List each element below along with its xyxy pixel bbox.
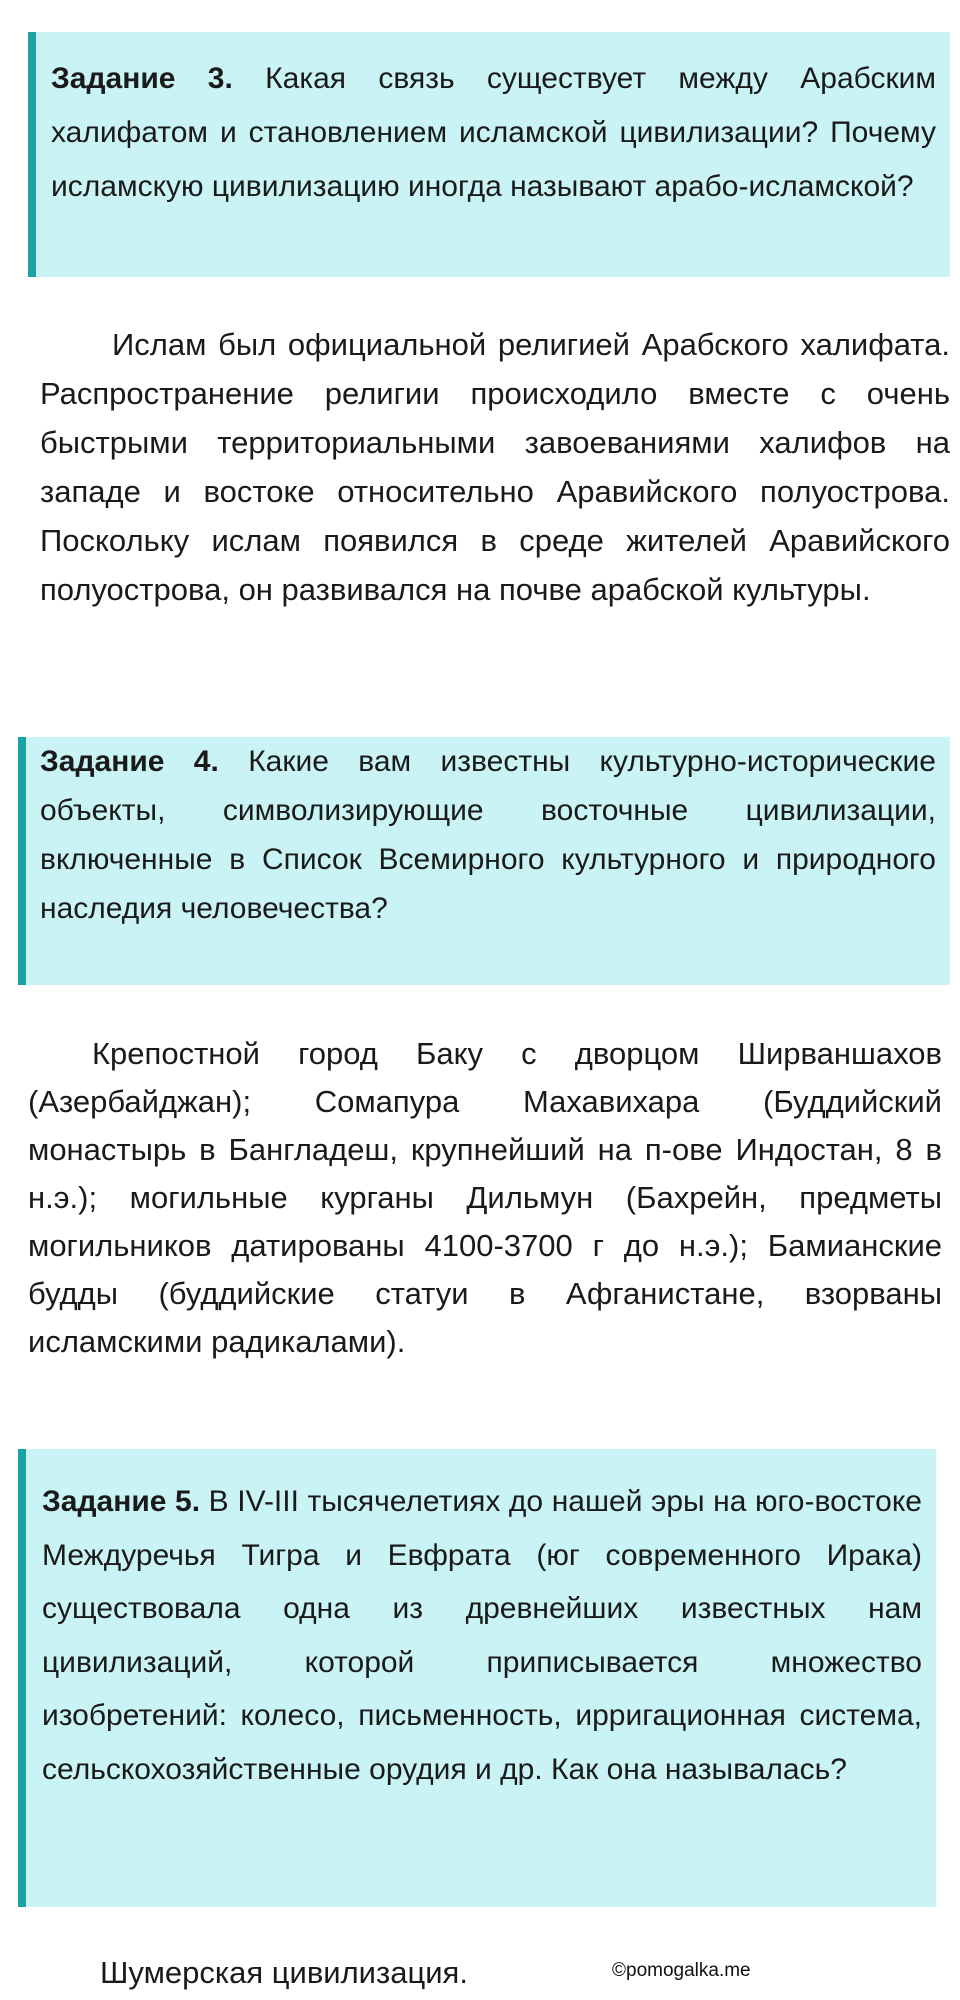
- task-4-box: [18, 737, 950, 985]
- task-3-answer: [40, 320, 950, 614]
- task-4-label: Задание 4.: [40, 745, 219, 778]
- task-4-answer: [28, 1030, 942, 1366]
- task-5-answer: Шумерская цивилизация.: [100, 1955, 468, 1990]
- task-4-answer-text: Крепостной город Баку с дворцом Ширваншахов (Азербайджан); Сомапура Махавихара (Буддийский монастырь в Бангладеш, крупнейший на п-ове Индостан, 8 в н.э.); могильные курганы Дильмун (Бахрейн, предметы могильников датированы 4100-3700 г до н.э.); Бамианские будды (буддийские статуи в Афганистане, взорваны исламскими радикалами).: [28, 1036, 942, 1359]
- task-3-question: Какая связь существует между Арабским халифатом и становлением исламской цивилизации? Почему исламскую цивилизацию иногда называют арабо-исламской?: [51, 62, 936, 203]
- watermark: ©pomogalka.me: [612, 1960, 751, 1981]
- task-3-label: Задание 3.: [51, 62, 233, 95]
- task-5-label: Задание 5.: [42, 1485, 201, 1518]
- task-3-box: [28, 32, 950, 277]
- task-3-answer-text: Ислам был официальной религией Арабского халифата. Распространение религии происходило вместе с очень быстрыми территориальными завоеваниями халифов на западе и востоке относительно Аравийского полуострова. Поскольку ислам появился в среде жителей Аравийского полуострова, он развивался на почве арабской культуры.: [40, 327, 950, 607]
- task-4-question: Какие вам известны культурно-исторические объекты, символизирующие восточные цивилизации, включенные в Список Всемирного культурного и природного наследия человечества?: [40, 745, 936, 925]
- task-5-question: В IV-III тысячелетиях до нашей эры на юго-востоке Междуречья Тигра и Евфрата (юг современного Ирака) существовала одна из древнейших известных нам цивилизаций, которой приписывается множество изобретений: колесо, письменность, ирригационная система, сельскохозяйственные орудия и др. Как она называлась?: [42, 1485, 922, 1786]
- task-5-box: [18, 1449, 936, 1907]
